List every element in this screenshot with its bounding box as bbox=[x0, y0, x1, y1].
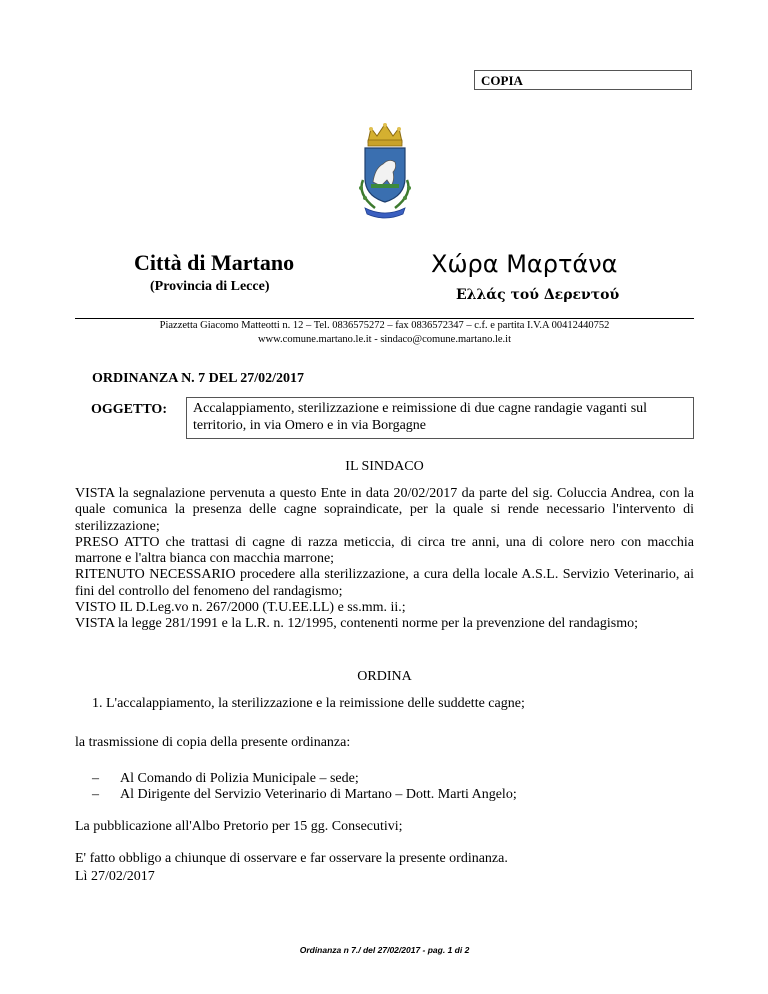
preamble-text bbox=[75, 486, 694, 633]
orders-heading: ORDINA bbox=[357, 669, 412, 684]
city-name: Città di Martano bbox=[134, 250, 295, 275]
recipient-text: Al Comando di Polizia Municipale – sede; bbox=[120, 771, 359, 786]
contact-line: www.comune.martano.le.it - sindaco@comune.martano.le.it bbox=[257, 334, 512, 345]
greek-city-name: Χώρα Μαρτάνα bbox=[431, 250, 618, 278]
date-line: Lì 27/02/2017 bbox=[75, 869, 155, 884]
city-coat-of-arms-icon bbox=[335, 120, 435, 220]
dash-bullet: – bbox=[92, 771, 99, 786]
transmission-text: la trasmissione di copia della presente ordinanza: bbox=[75, 735, 351, 750]
obligation-text: E' fatto obbligo a chiunque di osservare e far osservare la presente ordinanza. bbox=[75, 851, 508, 866]
order-item: 1. L'accalappiamento, la sterilizzazione e la reimissione delle suddette cagne; bbox=[92, 696, 525, 711]
recipient-item bbox=[92, 787, 517, 803]
subject-label: OGGETTO: bbox=[91, 402, 167, 417]
copy-stamp-box bbox=[474, 70, 692, 90]
subject-text: Accalappiamento, sterilizzazione e reimissione di due cagne randagie vaganti sul territorio, in via Omero e in via Borgagne bbox=[193, 401, 648, 433]
page-footer: Ordinanza n 7./ del 27/02/2017 - pag. 1 di 2 bbox=[299, 945, 470, 955]
recipient-item bbox=[92, 771, 359, 787]
preamble-paragraph: PRESO ATTO che trattasi di cagne di razza meticcia, di circa tre anni, una di colore nero con macchia marrone e l'altra bianca con macchia marrone; bbox=[75, 534, 694, 567]
dash-bullet: – bbox=[92, 787, 99, 802]
greek-subtitle: Ελλάς τού Δερεντού bbox=[456, 287, 620, 303]
publication-text: La pubblicazione all'Albo Pretorio per 15 gg. Consecutivi; bbox=[75, 819, 403, 834]
copy-label: COPIA bbox=[481, 73, 523, 88]
province-name: (Provincia di Lecce) bbox=[150, 279, 270, 294]
address-line: Piazzetta Giacomo Matteotti n. 12 – Tel. 0836575272 – fax 0836572347 – c.f. e partita I.V.A 00412440752 bbox=[159, 320, 610, 331]
subject-box bbox=[186, 397, 694, 439]
preamble-paragraph: RITENUTO NECESSARIO procedere alla sterilizzazione, a cura della locale A.S.L. Servizio Veterinario, ai fini del controllo del fenomeno del randagismo; bbox=[75, 567, 694, 599]
preamble-paragraph: VISTO IL D.Leg.vo n. 267/2000 (T.U.EE.LL) e ss.mm. ii.; bbox=[75, 600, 406, 616]
preamble-paragraph: VISTA la legge 281/1991 e la L.R. n. 12/1995, contenenti norme per la prevenzione del randagismo; bbox=[75, 616, 639, 632]
preamble-paragraph: VISTA la segnalazione pervenuta a questo Ente in data 20/02/2017 da parte del sig. Coluccia Andrea, con la quale comunica la presenza delle cagne sopraindicate, per la quale si rende necessario l'intervento di sterilizzazione; bbox=[75, 486, 694, 534]
mayor-heading: IL SINDACO bbox=[345, 459, 424, 474]
header-divider bbox=[75, 318, 694, 319]
recipient-text: Al Dirigente del Servizio Veterinario di Martano – Dott. Marti Angelo; bbox=[120, 787, 517, 802]
ordinance-title: ORDINANZA N. 7 DEL 27/02/2017 bbox=[92, 371, 304, 386]
